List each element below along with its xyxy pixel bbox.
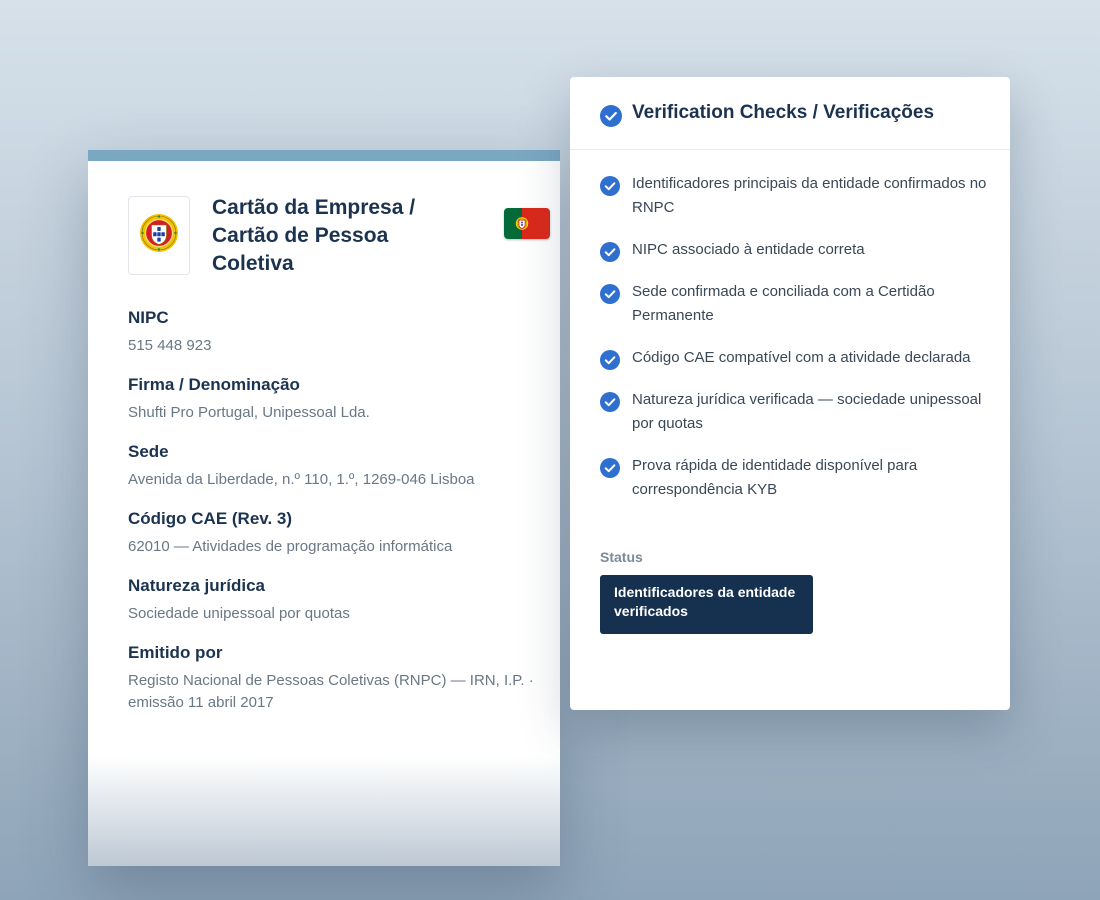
field-value: Avenida da Liberdade, n.º 110, 1.º, 1269-046 Lisboa — [128, 471, 475, 488]
check-text: Sede confirmada e conciliada com a Certidão Permanente — [632, 283, 935, 324]
company-card-document — [88, 150, 560, 866]
check-circle-icon — [600, 350, 620, 370]
check-circle-icon — [600, 176, 620, 196]
check-circle-icon — [600, 392, 620, 412]
check-item — [600, 346, 990, 370]
field-value: 62010 — Atividades de programação informática — [128, 538, 453, 555]
check-item — [600, 280, 990, 328]
check-circle-icon — [600, 458, 620, 478]
status-label: Status — [600, 549, 643, 565]
field-label: Emitido por — [128, 643, 223, 662]
field-value: Registo Nacional de Pessoas Coletivas (RNPC) — IRN, I.P. · emissão 11 abril 2017 — [128, 672, 534, 711]
field-value: Sociedade unipessoal por quotas — [128, 605, 350, 622]
document-title: Cartão da Empresa / Cartão de Pessoa Coletiva — [212, 196, 416, 275]
field-nipc — [128, 308, 548, 357]
document-fields — [128, 308, 548, 732]
portugal-flag-icon — [504, 208, 550, 239]
verification-checks-panel — [570, 77, 1010, 710]
field-natureza-juridica — [128, 576, 548, 625]
coat-of-arms-frame — [128, 196, 190, 275]
field-label: Código CAE (Rev. 3) — [128, 509, 293, 528]
field-cae — [128, 509, 548, 558]
check-item — [600, 388, 990, 436]
check-circle-icon — [600, 284, 620, 304]
check-text: Prova rápida de identidade disponível para correspondência KYB — [632, 457, 918, 498]
document-bottom-fade — [88, 756, 560, 866]
field-label: NIPC — [128, 308, 169, 327]
check-item — [600, 454, 990, 502]
field-label: Sede — [128, 442, 169, 461]
check-circle-icon — [600, 242, 620, 262]
check-circle-icon — [600, 105, 622, 127]
document-header — [128, 196, 540, 286]
field-sede — [128, 442, 548, 491]
verification-title: Verification Checks / Verificações — [632, 102, 935, 123]
field-value: 515 448 923 — [128, 337, 212, 354]
check-item — [600, 172, 990, 220]
verification-check-list — [600, 172, 990, 520]
check-text: Código CAE compatível com a atividade declarada — [632, 349, 971, 366]
field-label: Firma / Denominação — [128, 375, 300, 394]
field-label: Natureza jurídica — [128, 576, 265, 595]
check-item — [600, 238, 990, 262]
check-text: NIPC associado à entidade correta — [632, 241, 865, 258]
verification-header — [570, 77, 1010, 150]
portugal-coat-of-arms-icon — [139, 213, 179, 258]
document-accent-bar — [88, 150, 560, 161]
field-value: Shufti Pro Portugal, Unipessoal Lda. — [128, 404, 370, 421]
status-badge: Identificadores da entidade verificados — [600, 575, 813, 634]
field-emitido-por — [128, 643, 548, 714]
check-text: Natureza jurídica verificada — sociedade unipessoal por quotas — [632, 391, 982, 432]
check-text: Identificadores principais da entidade confirmados no RNPC — [632, 175, 987, 216]
field-firma — [128, 375, 548, 424]
